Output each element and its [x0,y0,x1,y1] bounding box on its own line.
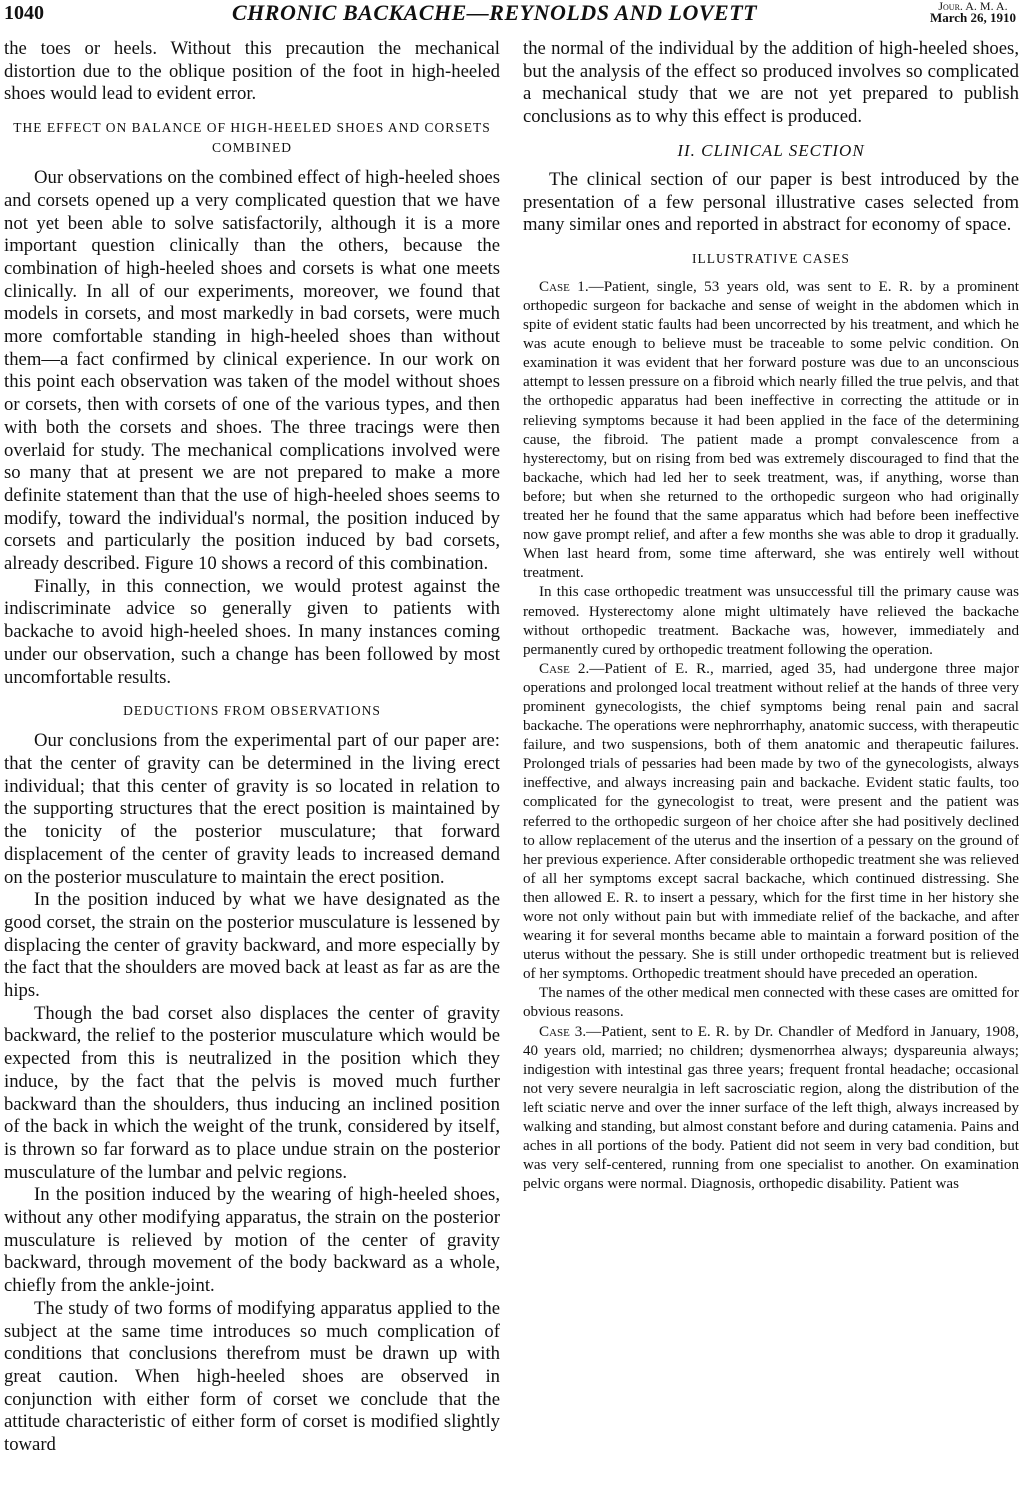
journal-name: Jour. A. M. A. [938,0,1008,13]
section-heading: THE EFFECT ON BALANCE OF HIGH-HEELED SHOES AND CORSETS COMBINED [13,120,491,156]
left-column [4,38,500,1504]
paragraph: The study of two forms of modifying apparatus applied to the subject at the same time introduces so much complication of conditions that conclusions therefrom must be drawn up with great caution. When high-heeled shoes are observed in conjunction with either form of corset we conclude that the attitude characteristic of either form of corset is modified slightly toward [4,1297,500,1456]
paragraph: The clinical section of our paper is best introduced by the presentation of a few personal illustrative cases selected from many similar ones and reported in abstract for economy of space. [523,168,1019,236]
case-text: —Patient, sent to E. R. by Dr. Chandler of Medford in January, 1908, 40 years old, married; no children; dysmenorrhea always; dyspareunia always; indigestion with intestinal gas three years; frequent frontal headache; occasional not very severe neuralgia in left sacrosciatic region, along the distribution of the left sciatic nerve and over the inner surface of the left thigh, always increased by walking and standing, but almost constant before and during catamenia. Pains and aches in all portions of the body. Patient did not seem in very bad condition, but was very self-centered, running from one specialist to another. On examination pelvic organs were normal. Diagnosis, orthopedic disability. Patient was [523,1023,1019,1193]
paragraph: Our observations on the combined effect of high-heeled shoes and corsets opened up a very complicated question that we have not yet been able to solve satisfactorily, although it is a more important question clinically than the others, because the combination of high-heeled shoes and corsets is what one meets clinically. In all of our experiments, moreover, we found that models in corsets, and most markedly in bad corsets, were much more comfortable standing in high-heeled shoes than without them—a fact confirmed by clinical experience. In our work on this point each observation was taken of the model without shoes or corsets, then with corsets of one of the various types, and then with both the corsets and shoes. The three tracings were then overlaid for study. The mechanical complications involved were so many that at present we are not prepared to make a more definite statement than that the use of high-heeled shoes seems to modify, toward the individual's normal, the position induced by corsets and particularly the position induced by bad corsets, already described. Figure 10 shows a record of this combination. [4,167,500,575]
journal-date: March 26, 1910 [929,10,1016,25]
paragraph: In this case orthopedic treatment was unsuccessful till the primary cause was removed. Hysterectomy alone might ultimately have relieved the backache without orthopedic treatment. Backache was, however, immediately and permanently cured by orthopedic treatment following the operation. [523,584,1019,658]
page-header [0,0,1024,34]
running-title: CHRONIC BACKACHE—REYNOLDS AND LOVETT [232,0,758,25]
case-label: Case 2. [539,660,590,677]
paragraph: the normal of the individual by the addition of high-heeled shoes, but the analysis of the effect so produced involves so complicated a mechanical study that we are not yet prepared to publish conclusions as to why this effect is produced. [523,38,1019,128]
paragraph: Though the bad corset also displaces the center of gravity backward, the relief to the posterior musculature which would be expected from this is neutralized in the position which they induce, by the fact that the pelvis is moved much further backward than the shoulders, thus inducing an inclined position of the back in which the weight of the trunk, considered by itself, is thrown so far forward as to place undue strain on the posterior musculature of the lumbar and pelvic regions. [4,1002,500,1183]
case-label: Case 1. [539,278,589,295]
page-number: 1040 [4,2,44,24]
case-paragraph [523,278,1019,584]
case-text: —Patient of E. R., married, aged 35, had undergone three major operations and prolonged local treatment without relief at the hands of three very prominent gynecologists, the chief symptoms being renal pain and sacral backache. The operations were nephrorrhaphy, anatomic success, with therapeutic failure, and two suspensions, both of them anatomic and therapeutic failures. Prolonged trials of pessaries had been made by two of the gynecologists, always ineffective, and always increasing pain and backache. Evident static faults, too complicated for the gynecologist to treat, were present and the patient was referred to the orthopedic surgeon of her choice after she had positively declined to allow replacement of the uterus and the insertion of a pessary on the ground of her previous experience. After considerable orthopedic treatment she was relieved of all her symptoms except sacral backache, which continued distressing. She then allowed E. R. to insert a pessary, which for the first time in her history she wore not only without pain but with immediate relief of the backache, and after wearing it for several months became able to maintain a forward position of the uterus without the pessary. She is still under orthopedic treatment but is relieved of her symptoms. Orthopedic treatment should have preceded an operation. [523,660,1019,983]
paragraph: Our conclusions from the experimental part of our paper are: that the center of gravity can be determined in the living erect individual; that this center of gravity is so located in relation to the supporting structures that the erect position is maintained by the tonicity of the posterior musculature; that forward displacement of the center of gravity leads to increased demand on the posterior musculature to maintain the erect position. [4,730,500,888]
case-label: Case 3. [539,1023,587,1040]
paragraph: The names of the other medical men connected with these cases are omitted for obvious reasons. [523,985,1019,1021]
section-heading: DEDUCTIONS FROM OBSERVATIONS [123,703,381,719]
paragraph: Finally, in this connection, we would protest against the indiscriminate advice so generally given to patients with backache to avoid high-heeled shoes. In many instances coming under our observation, such a change has been followed by most uncomfortable results. [4,575,500,688]
section-heading: ILLUSTRATIVE CASES [692,250,850,266]
right-column [523,38,1019,1504]
paragraph: the toes or heels. Without this precaution the mechanical distortion due to the oblique position of the foot in high-heeled shoes would lead to evident error. [4,38,500,105]
case-paragraph [523,660,1019,985]
section-title: II. CLINICAL SECTION [677,140,865,160]
journal-citation [930,0,1016,24]
paragraph: In the position induced by what we have designated as the good corset, the strain on the posterior musculature is lessened by displacing the center of gravity backward, and more especially by the fact that the shoulders are moved back at least as far as are the hips. [4,889,500,1002]
case-text: —Patient, single, 53 years old, was sent to E. R. by a prominent orthopedic surgeon for backache and sense of weight in the abdomen which in spite of evident static faults had been uncorrected by his treatment, and which he was acute enough to believe must be traceable to some pelvic condition. On examination it was evident that her forward posture was due to an unconscious attempt to lessen pressure on a fibroid which nearly filled the true pelvis, and that the orthopedic apparatus had been ineffective in correcting the attitude or in relieving symptoms because it had been applied in the face of the determining cause, the fibroid. The patient made a prompt convalescence from a hysterectomy, but on rising from bed was extremely discouraged to find that the backache, which had led her to seek treatment, was, if anything, worse than before; but when she returned to the orthopedic surgeon who had originally treated her he found that the same apparatus which had before been ineffective now gave prompt relief, and after a few months she was able to drop it gradually. When last heard from, some time afterward, she was entirely well without treatment. [523,278,1019,582]
case-paragraph [523,1023,1019,1195]
paragraph: In the position induced by the wearing of high-heeled shoes, without any other modifying apparatus, the strain on the posterior musculature is relieved by motion of the center of gravity backward, through movement of the body backward as a whole, chiefly from the ankle-joint. [4,1184,500,1297]
